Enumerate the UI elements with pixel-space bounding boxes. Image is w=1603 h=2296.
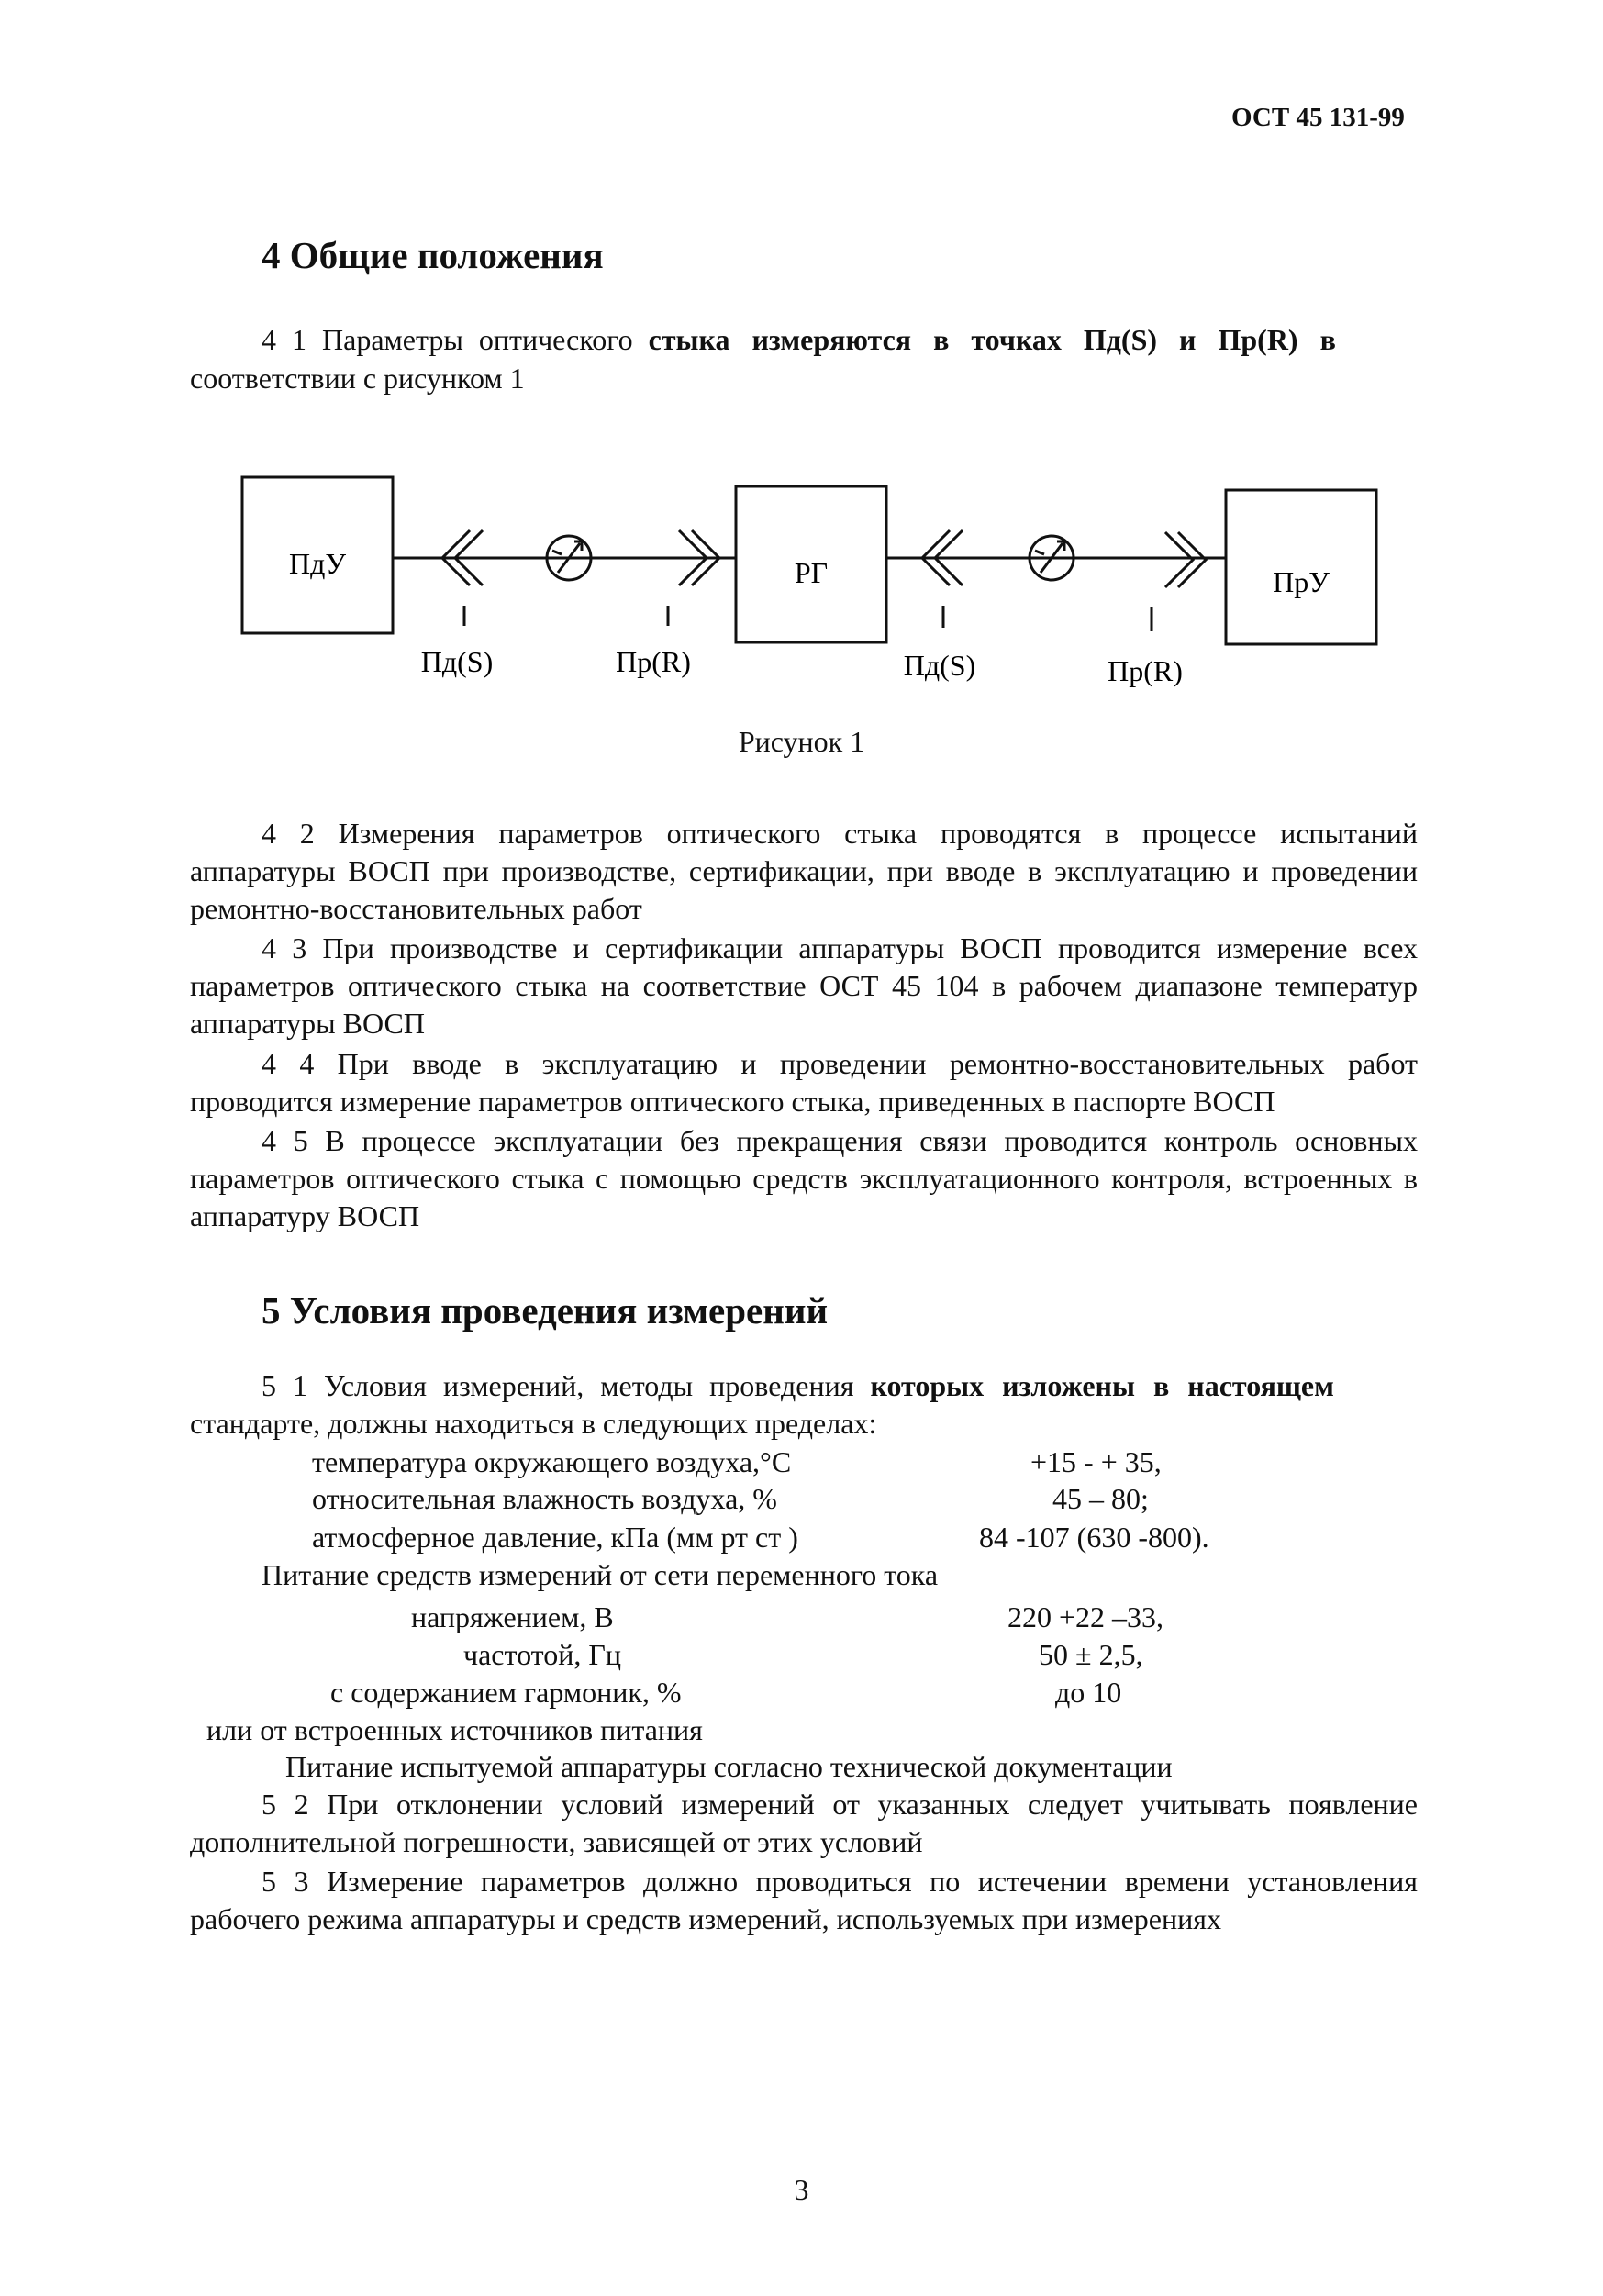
point-label-s1: Пд(S) — [420, 645, 494, 678]
condition-value: 45 – 80; — [1052, 1482, 1149, 1515]
regenerator-label: РГ — [794, 556, 829, 589]
figure-caption: Рисунок 1 — [738, 725, 865, 758]
power-value: 220 +22 –33, — [1007, 1600, 1164, 1633]
paragraph-5-3: 5 3 Измерение параметров должно проводиться по истечении времени установления рабочего режима аппаратуры и средств измерений, используемых при измерениях — [190, 1865, 1418, 1935]
condition-value: +15 - + 35, — [1030, 1445, 1162, 1478]
condition-value: 84 -107 (630 -800). — [979, 1521, 1209, 1554]
figure-1-diagram — [229, 468, 1422, 707]
power-label: частотой, Гц — [463, 1638, 621, 1671]
power-label: напряжением, В — [411, 1600, 614, 1633]
condition-label: атмосферное давление, кПа (мм рт ст ) — [312, 1521, 798, 1554]
point-label-s2: Пд(S) — [903, 649, 976, 682]
power-alternative: или от встроенных источников питания — [206, 1713, 703, 1746]
condition-label: температура окружающего воздуха,°С — [312, 1445, 792, 1478]
paragraph-4-4: 4 4 При вводе в эксплуатацию и проведении ремонтно-восстановительных работ проводится измерение параметров оптического стыка, приведенных в паспорте ВОСП — [190, 1047, 1418, 1118]
condition-label: относительная влажность воздуха, % — [312, 1482, 777, 1515]
paragraph-4-1-start: 4 1 Параметры оптического — [262, 323, 649, 356]
receiver-label: ПрУ — [1273, 565, 1330, 598]
power-label: с содержанием гармоник, % — [330, 1676, 682, 1709]
document-code: ОСТ 45 131-99 — [1231, 103, 1405, 132]
paragraph-5-2: 5 2 При отклонении условий измерений от указанных следует учитывать появление дополнительной погрешности, зависящей от этих условий — [190, 1788, 1418, 1858]
paragraph-4-3: 4 3 При производстве и сертификации аппаратуры ВОСП проводится измерение всех параметров оптического стыка на соответствие ОСТ 45 104 в рабочем диапазоне температур аппаратуры ВОСП — [190, 931, 1418, 1040]
point-label-r1: Пр(R) — [616, 645, 691, 678]
transmitter-label: ПдУ — [288, 547, 347, 580]
paragraph-4-5: 4 5 В процессе эксплуатации без прекращения связи проводится контроль основных параметров оптического стыка с помощью средств эксплуатационного контроля, встроенных в аппаратуру ВОСП — [190, 1124, 1418, 1232]
paragraph-5-1-continued: стандарте, должны находиться в следующих пределах: — [190, 1407, 877, 1440]
power-value: 50 ± 2,5, — [1039, 1638, 1143, 1671]
section-5-heading: 5 Условия проведения измерений — [262, 1289, 829, 1332]
paragraph-4-2: 4 2 Измерения параметров оптического стыка проводятся в процессе испытаний аппаратуры ВОСП при производстве, сертификации, при вводе в эксплуатацию и проведении ремонтно-восстановительных работ — [190, 817, 1418, 925]
power-intro: Питание средств измерений от сети переменного тока — [262, 1558, 939, 1591]
paragraph-4-1-bold: стыка измеряются в точках Пд(S) и Пр(R) в — [648, 323, 1336, 356]
paragraph-5-1-bold: которых изложены в настоящем — [870, 1369, 1334, 1402]
paragraph-5-1 — [262, 1369, 1334, 1403]
section-4-heading: 4 Общие положения — [262, 234, 604, 276]
connector-icon — [1165, 532, 1206, 587]
device-power: Питание испытуемой аппаратуры согласно технической документации — [285, 1750, 1173, 1783]
point-label-r2: Пр(R) — [1108, 654, 1183, 687]
power-value: до 10 — [1055, 1676, 1122, 1709]
paragraph-5-1-start: 5 1 Условия измерений, методы проведения — [262, 1369, 871, 1402]
paragraph-4-1-continued: соответствии с рисунком 1 — [190, 362, 525, 395]
paragraph-4-1 — [262, 323, 1336, 357]
page-number: 3 — [794, 2173, 809, 2206]
